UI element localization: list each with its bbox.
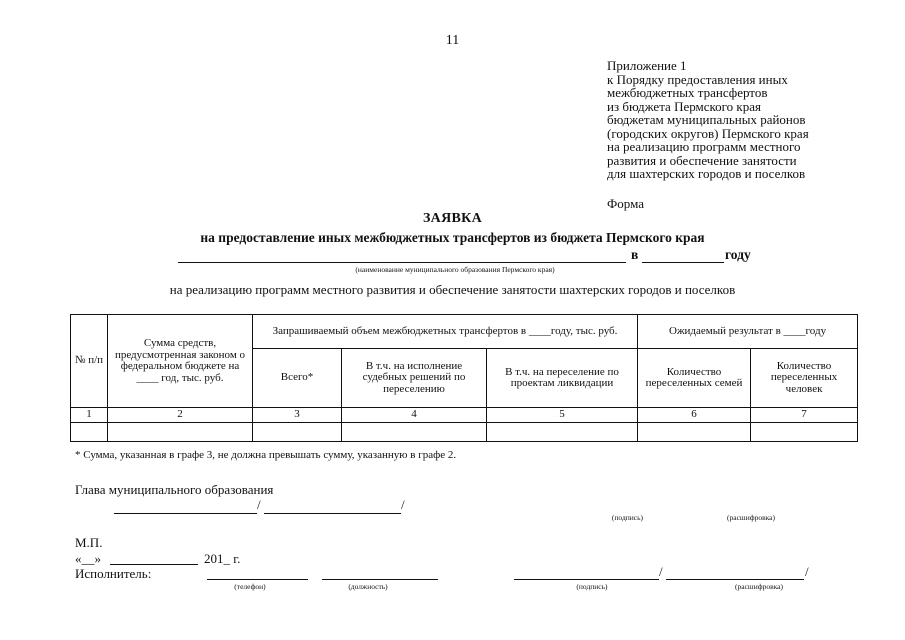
document-title: ЗАЯВКА xyxy=(422,211,482,226)
decode-hint: (расшифровка) xyxy=(735,582,783,591)
empty-cell[interactable] xyxy=(751,423,858,442)
col-people-header: Количество переселенных человек xyxy=(751,349,858,408)
group-expected-header: Ожидаемый результат в ____году xyxy=(638,315,858,349)
column-number: 2 xyxy=(108,408,253,423)
appendix-line: бюджетам муниципальных районов xyxy=(607,112,806,127)
empty-cell[interactable] xyxy=(71,423,108,442)
date-day: «__» xyxy=(75,551,101,566)
executor-label: Исполнитель: xyxy=(75,566,152,581)
municipality-hint: (наименование муниципального образования Пермского края) xyxy=(355,265,555,274)
stamp-label: М.П. xyxy=(75,535,103,550)
col-total-header: Всего* xyxy=(253,349,342,408)
purpose-text: на реализацию программ местного развития и обеспечение занятости шахтерских городов и поселков xyxy=(169,282,736,297)
head-signature-line[interactable] xyxy=(114,513,257,514)
empty-cell[interactable] xyxy=(108,423,253,442)
appendix-line: для шахтерских городов и поселков xyxy=(607,166,806,181)
decode-hint: (расшифровка) xyxy=(727,513,775,522)
appendix-line: из бюджета Пермского края xyxy=(607,98,762,114)
column-number: 6 xyxy=(638,408,751,423)
group-requested-header: Запрашиваемый объем межбюджетных трансфертов в ____году, тыс. руб. xyxy=(253,315,638,349)
appendix-line: развития и обеспечение занятости xyxy=(607,152,797,168)
column-number: 3 xyxy=(253,408,342,423)
phone-line[interactable] xyxy=(207,579,308,580)
document-subtitle: на предоставление иных межбюджетных трансфертов из бюджета Пермского края xyxy=(200,230,705,245)
column-number: 4 xyxy=(342,408,487,423)
sign-hint: (подпись) xyxy=(576,582,608,591)
empty-cell[interactable] xyxy=(638,423,751,442)
slash: / xyxy=(805,564,809,579)
empty-cell[interactable] xyxy=(487,423,638,442)
year-word: году xyxy=(725,247,751,262)
col-sum-header: Сумма средств, предусмотренная законом о федеральном бюджете на ____ год, тыс. руб. xyxy=(108,315,253,408)
form-label: Форма xyxy=(607,196,644,211)
column-number: 1 xyxy=(71,408,108,423)
appendix-line: (городских округов) Пермского края xyxy=(607,125,809,141)
empty-cell[interactable] xyxy=(253,423,342,442)
slash: / xyxy=(401,497,405,512)
slash: / xyxy=(659,564,663,579)
slash: / xyxy=(257,497,261,512)
municipality-name-line xyxy=(178,262,626,263)
col-number-header: № п/п xyxy=(71,315,108,408)
date-month-line[interactable] xyxy=(110,564,198,565)
col-court-header: В т.ч. на исполнение судебных решений по переселению xyxy=(342,349,487,408)
page-number: 11 xyxy=(445,33,460,48)
empty-cell[interactable] xyxy=(342,423,487,442)
head-title: Глава муниципального образования xyxy=(75,482,274,497)
position-hint: (должность) xyxy=(348,582,388,591)
in-word: в xyxy=(631,247,639,262)
column-number: 5 xyxy=(487,408,638,423)
appendix-line: Приложение 1 xyxy=(607,58,687,73)
appendix-line: на реализацию программ местного xyxy=(607,139,801,154)
appendix-line: межбюджетных трансфертов xyxy=(607,85,768,100)
footnote: * Сумма, указанная в графе 3, не должна превышать сумму, указанную в графе 2. xyxy=(75,449,457,461)
date-year: 201_ г. xyxy=(204,551,241,566)
appendix-block xyxy=(607,59,902,181)
col-families-header: Количество переселенных семей xyxy=(638,349,751,408)
phone-hint: (телефон) xyxy=(234,582,266,591)
appendix-line: к Порядку предоставления иных xyxy=(607,71,788,87)
position-line[interactable] xyxy=(322,579,438,580)
year-line xyxy=(642,262,724,263)
executor-decode-line[interactable] xyxy=(666,579,804,580)
sign-hint: (подпись) xyxy=(611,513,644,522)
column-number: 7 xyxy=(751,408,858,423)
request-table xyxy=(70,314,858,442)
col-liquidation-header: В т.ч. на переселение по проектам ликвидации xyxy=(487,349,638,408)
executor-signature-line[interactable] xyxy=(514,579,659,580)
head-decode-line[interactable] xyxy=(264,513,401,514)
